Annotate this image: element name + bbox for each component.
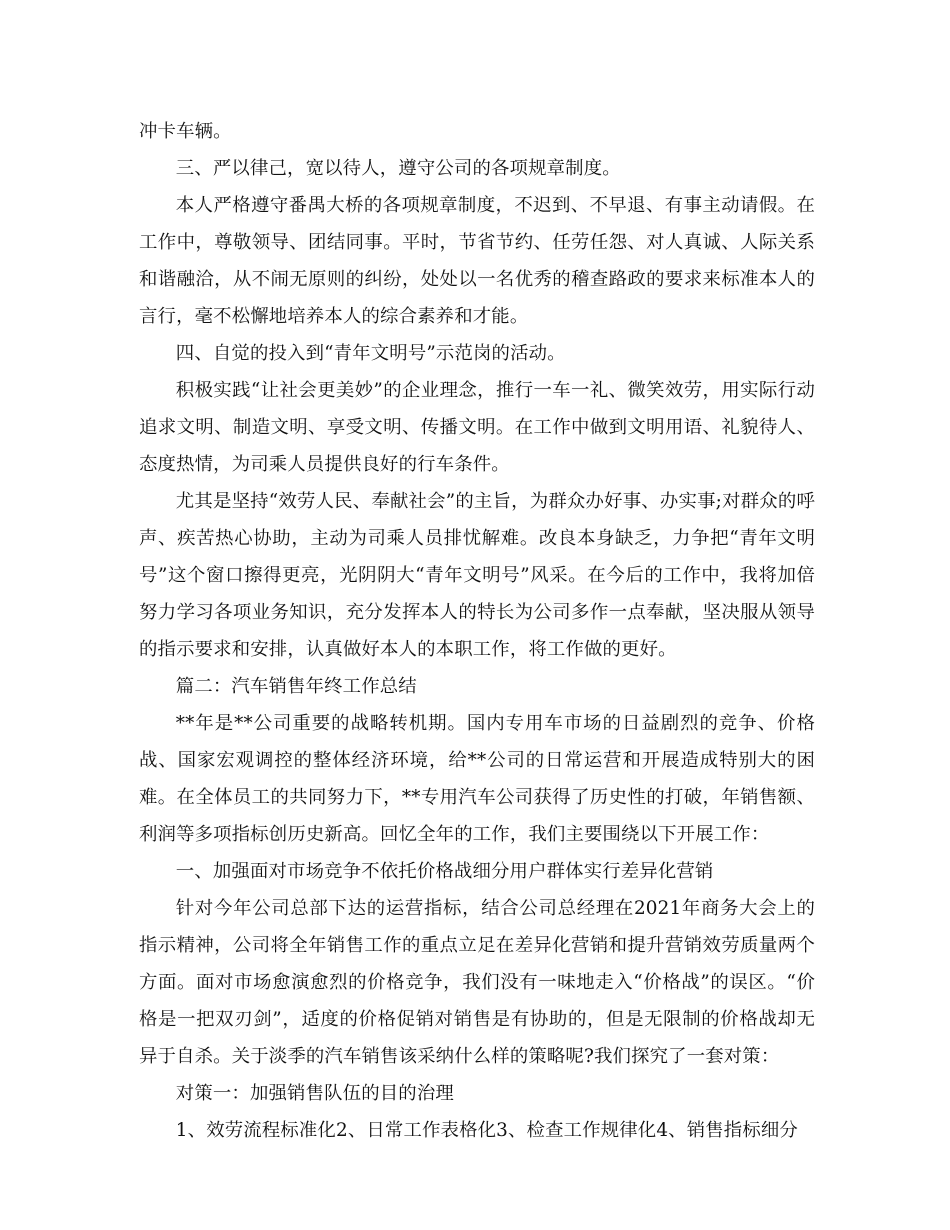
chapter-title-2: 篇二：汽车销售年终工作总结 bbox=[175, 676, 417, 697]
document-body bbox=[139, 113, 815, 1149]
paragraph-rules: 本人严格遵守番禺大桥的各项规章制度，不迟到、不早退、有事主动请假。在工作中，尊敬领导、团结同事。平时，节省节约、任劳任怨、对人真诚、人际关系和谐融洽，从不闹无原则的纠纷，处处以一名优秀的稽查路政的要求来标准本人的言行，毫不松懈地培养本人的综合素养和才能。 bbox=[139, 195, 815, 327]
paragraph-differentiation: 针对今年公司总部下达的运营指标，结合公司总经理在2021年商务大会上的指示精神，公司将全年销售工作的重点立足在差异化营销和提升营销效劳质量两个方面。面对市场愈演愈烈的价格竞争，我们没有一味地走入“价格战”的误区。“价格是一把双刃剑”，适度的价格促销对销售是有协助的，但是无限制的价格战却无异于自杀。关于淡季的汽车销售该采纳什么样的策略呢?我们探究了一套对策： bbox=[139, 898, 815, 1067]
section-heading-4: 四、自觉的投入到“青年文明号”示范岗的活动。 bbox=[175, 343, 566, 364]
paragraph-year-summary: **年是**公司重要的战略转机期。国内专用车市场的日益剧烈的竞争、价格战、国家宏观调控的整体经济环境，给**公司的日常运营和开展造成特别大的困难。在全体员工的共同努力下，**专用汽车公司获得了历史性的打破，年销售额、利润等多项指标创历史新高。回忆全年的工作，我们主要围绕以下开展工作： bbox=[139, 713, 815, 845]
strategy-heading-1: 对策一：加强销售队伍的目的治理 bbox=[175, 1083, 454, 1104]
section-heading-3: 三、严以律己，宽以待人，遵守公司的各项规章制度。 bbox=[175, 158, 621, 179]
paragraph-strategy-list: 1、效劳流程标准化2、日常工作表格化3、检查工作规律化4、销售指标细分 bbox=[175, 1120, 798, 1141]
section-heading-1: 一、加强面对市场竞争不依托价格战细分用户群体实行差异化营销 bbox=[175, 861, 714, 882]
paragraph-civilization: 积极实践“让社会更美妙”的企业理念，推行一车一礼、微笑效劳，用实际行动追求文明、制造文明、享受文明、传播文明。在工作中做到文明用语、礼貌待人、态度热情，为司乘人员提供良好的行车条件。 bbox=[139, 380, 815, 475]
paragraph-service: 尤其是坚持“效劳人民、奉献社会”的主旨，为群众办好事、办实事;对群众的呼声、疾苦热心协助，主动为司乘人员排忧解难。改良本身缺乏，力争把“青年文明号”这个窗口擦得更亮，光阴阴大“青年文明号”风采。在今后的工作中，我将加倍努力学习各项业务知识，充分发挥本人的特长为公司多作一点奉献，坚决服从领导的指示要求和安排，认真做好本人的本职工作，将工作做的更好。 bbox=[139, 491, 815, 660]
paragraph-continuation: 冲卡车辆。 bbox=[139, 121, 232, 142]
